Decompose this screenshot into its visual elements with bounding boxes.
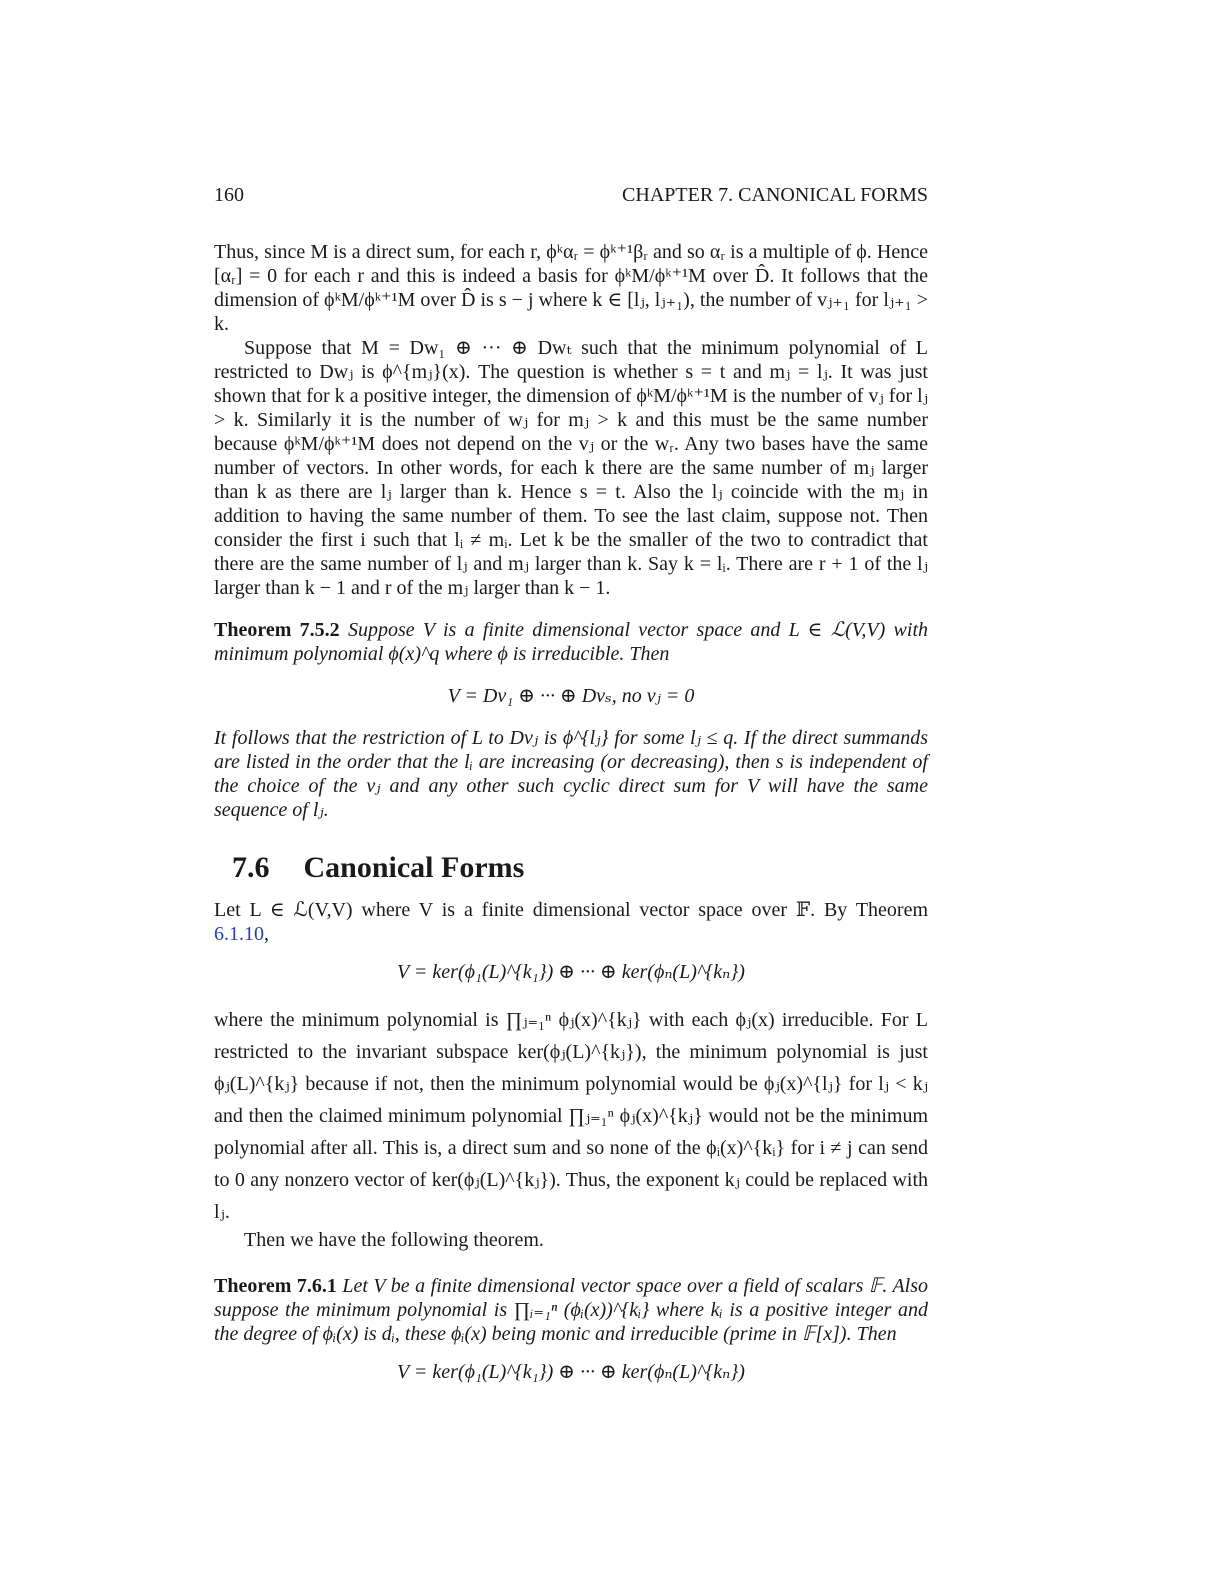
display-equation: V = ker(ϕ₁(L)^{k₁}) ⊕ ··· ⊕ ker(ϕₙ(L)^{kₙ}) bbox=[397, 961, 745, 983]
section-title: Canonical Forms bbox=[303, 851, 525, 884]
intro-punct: , bbox=[264, 923, 269, 945]
theorem-label: Theorem 7.6.1 bbox=[214, 1275, 337, 1297]
paragraph-uniqueness-argument: Suppose that M = Dw₁ ⊕ ··· ⊕ Dwₜ such that the minimum polynomial of L restricted to Dwⱼ is ϕ^{mⱼ}(x). The question is whether s = t and mⱼ = lⱼ. It was just shown that for k a positive integer, the dimension of ϕᵏM/ϕᵏ⁺¹M is the number of vⱼ for lⱼ > k. Similarly it is the number of wⱼ for mⱼ > k and this must be the same number because ϕᵏM/ϕᵏ⁺¹M does not depend on the vⱼ or the wᵣ. Any two bases have the same number of vectors. In other words, for each k there are the same number of mⱼ larger than k as there are lⱼ larger than k. Hence s = t. Also the lⱼ coincide with the mⱼ in addition to having the same number of them. To see the last claim, suppose not. Then consider the first i such that lᵢ ≠ mᵢ. Let k be the smaller of the two to contradict that there are the same number of lⱼ and mⱼ larger than k. Say k = lᵢ. There are r + 1 of the lⱼ larger than k − 1 and r of the mⱼ larger than k − 1. bbox=[214, 337, 928, 599]
theorem-7-6-1 bbox=[214, 1274, 928, 1384]
section-intro bbox=[214, 898, 928, 946]
theorem-label: Theorem 7.5.2 bbox=[214, 619, 340, 641]
theorem-7-5-2 bbox=[214, 618, 928, 822]
paragraph-proof-continuation: Thus, since M is a direct sum, for each r, ϕᵏαᵣ = ϕᵏ⁺¹βᵣ and so αᵣ is a multiple of ϕ. Hence [αᵣ] = 0 for each r and this is indeed a basis for ϕᵏM/ϕᵏ⁺¹M over D̂. It follows that the dimension of ϕᵏM/ϕᵏ⁺¹M over D̂ is s − j where k ∈ [lⱼ, lⱼ₊₁), the number of vⱼ₊₁ for lⱼ₊₁ > k. bbox=[214, 241, 928, 335]
chapter-title: CHAPTER 7. CANONICAL FORMS bbox=[622, 184, 928, 206]
paragraph-lead-in: Then we have the following theorem. bbox=[244, 1229, 544, 1251]
paragraph-minimum-polynomial: where the minimum polynomial is ∏ⱼ₌₁ⁿ ϕⱼ(x)^{kⱼ} with each ϕⱼ(x) irreducible. For L restricted to the invariant subspace ker(ϕⱼ(L)^{kⱼ}), the minimum polynomial is just ϕⱼ(L)^{kⱼ} because if not, then the minimum polynomial would be ϕⱼ(x)^{lⱼ} for lⱼ < kⱼ and then the claimed minimum polynomial ∏ⱼ₌₁ⁿ ϕⱼ(x)^{kⱼ} would not be the minimum polynomial after all. This is, a direct sum and so none of the ϕᵢ(x)^{kᵢ} for i ≠ j can send to 0 any nonzero vector of ker(ϕⱼ(L)^{kⱼ}). Thus, the exponent kⱼ could be replaced with lⱼ. bbox=[214, 1009, 928, 1223]
page-number: 160 bbox=[214, 184, 244, 206]
intro-text: Let L ∈ ℒ(V,V) where V is a finite dimensional vector space over 𝔽. By Theorem bbox=[214, 899, 928, 921]
theorem-statement: Let V be a finite dimensional vector space over a field of scalars 𝔽. Also suppose the minimum polynomial is ∏ᵢ₌₁ⁿ (ϕᵢ(x))^{kᵢ} where kᵢ is a positive integer and the degree of ϕᵢ(x) is dᵢ, these ϕᵢ(x) being monic and irreducible (prime in 𝔽[x]). Then bbox=[214, 1275, 928, 1345]
theorem-continuation: It follows that the restriction of L to Dvⱼ is ϕ^{lⱼ} for some lⱼ ≤ q. If the direct summands are listed in the order that the lᵢ are increasing (or decreasing), then s is independent of the choice of the vⱼ and any other such cyclic direct sum for V will have the same sequence of lⱼ. bbox=[214, 727, 928, 821]
theorem-display-equation: V = Dv₁ ⊕ ··· ⊕ Dvₛ, no vⱼ = 0 bbox=[447, 685, 695, 707]
theorem-display-equation: V = ker(ϕ₁(L)^{k₁}) ⊕ ··· ⊕ ker(ϕₙ(L)^{kₙ}) bbox=[397, 1361, 745, 1383]
theorem-reference-link[interactable]: 6.1.10 bbox=[214, 923, 264, 945]
running-header bbox=[214, 182, 928, 208]
section-number: 7.6 bbox=[232, 851, 270, 884]
theorem-statement: Suppose V is a finite dimensional vector space and L ∈ ℒ(V,V) with minimum polynomial ϕ(x)^q where ϕ is irreducible. Then bbox=[214, 619, 929, 665]
section-heading bbox=[232, 850, 928, 886]
page-body bbox=[214, 240, 928, 1404]
